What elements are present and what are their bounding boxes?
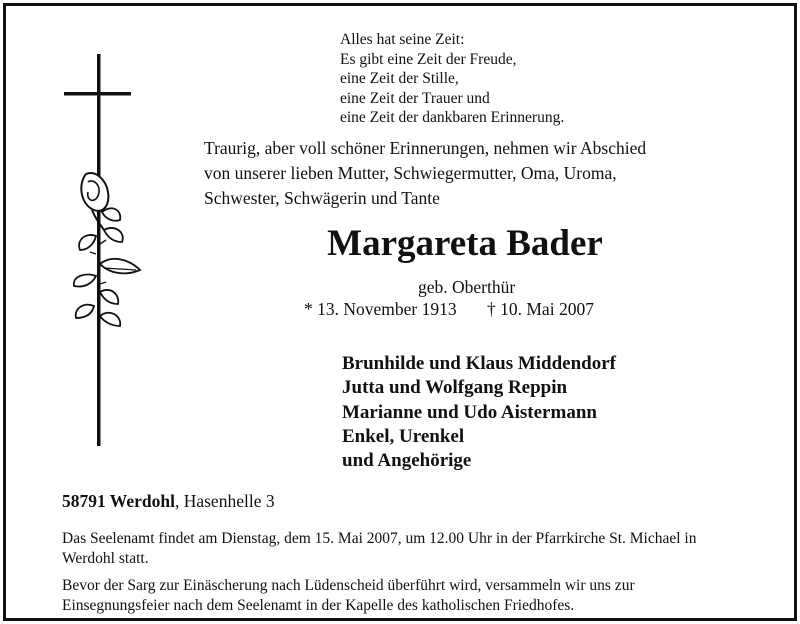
- mourner: Enkel, Urenkel: [342, 425, 465, 447]
- death-date: † 10. Mai 2007: [487, 299, 594, 319]
- obituary-frame: [3, 3, 797, 621]
- address: [62, 491, 275, 512]
- birth-name: geb. Oberthür: [418, 277, 516, 297]
- poem: [340, 30, 564, 128]
- life-dates: [304, 299, 594, 320]
- mourner: Marianne und Udo Aistermann: [342, 401, 597, 423]
- poem-line: Alles hat seine Zeit:: [340, 31, 465, 48]
- poem-line: eine Zeit der dankbaren Erinnerung.: [340, 109, 565, 126]
- burial-notice: Bevor der Sarg zur Einäscherung nach Lüdenscheid überführt wird, versammeln wir uns zur Einsegnungsfeier nach dem Seelenamt in der Kapelle des katholischen Friedhofes.: [62, 577, 635, 614]
- mourners-list: [342, 352, 616, 473]
- poem-line: eine Zeit der Stille,: [340, 70, 459, 87]
- mourner: Brunhilde und Klaus Middendorf: [342, 353, 617, 374]
- mourner: Jutta und Wolfgang Reppin: [342, 377, 568, 399]
- address-street: , Hasenhelle 3: [174, 491, 275, 511]
- poem-line: Es gibt eine Zeit der Freude,: [340, 50, 517, 68]
- address-postal: 58791 Werdohl: [62, 491, 175, 511]
- funeral-notice: Das Seelenamt findet am Dienstag, dem 15. Mai 2007, um 12.00 Uhr in der Pfarrkirche St. Michael in Werdohl statt.: [62, 530, 697, 567]
- poem-line: eine Zeit der Trauer und: [340, 89, 490, 107]
- intro-line: von unserer lieben Mutter, Schwiegermutter, Oma, Uroma,: [204, 163, 617, 183]
- birth-date: * 13. November 1913: [304, 299, 457, 319]
- intro-line: Traurig, aber voll schöner Erinnerungen, nehmen wir Abschied: [204, 138, 647, 158]
- mourner: und Angehörige: [342, 450, 472, 472]
- deceased-name: Margareta Bader: [327, 223, 603, 264]
- intro-line: Schwester, Schwägerin und Tante: [204, 188, 440, 208]
- intro-text: [204, 136, 766, 211]
